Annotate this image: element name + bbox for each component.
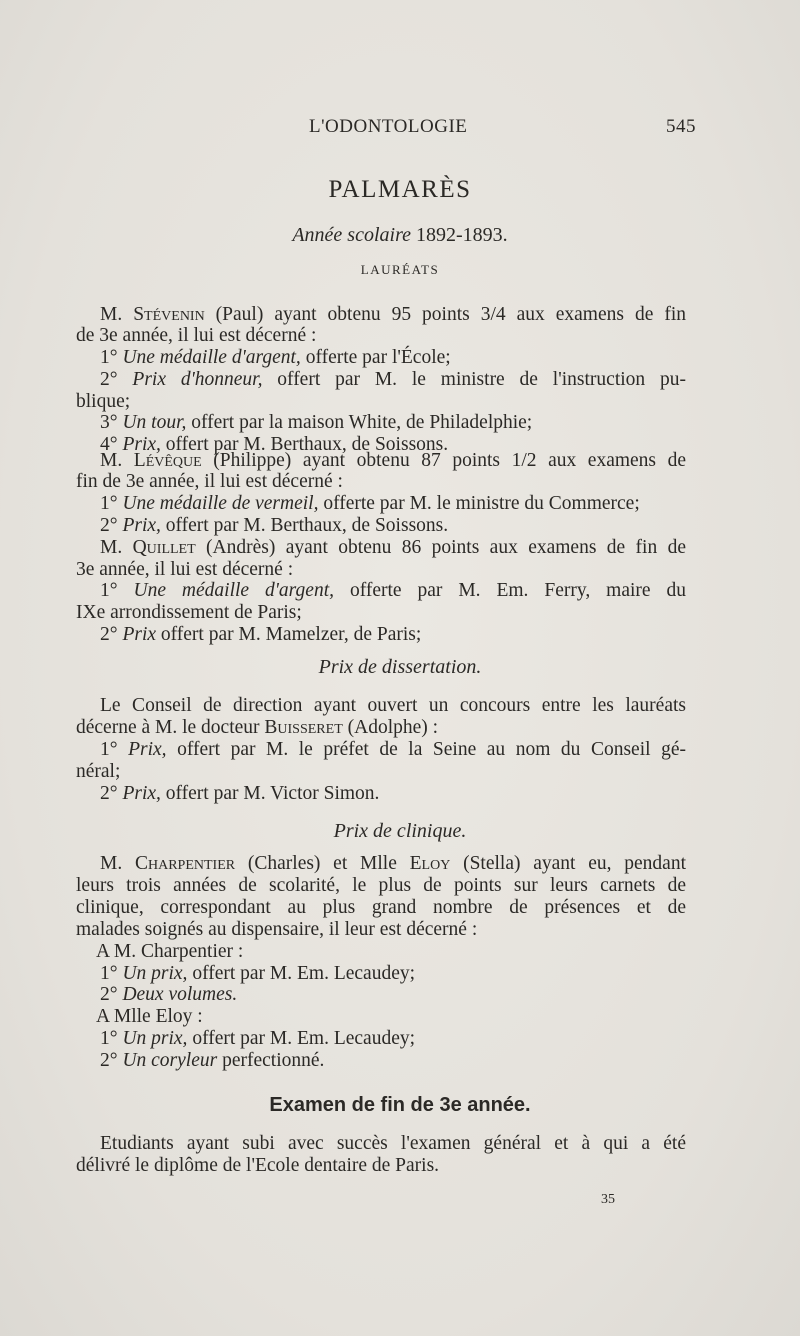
- text-line: clinique, correspondant au plus grand nombre de présences et de: [76, 897, 686, 918]
- text-line: IXe arrondissement de Paris;: [76, 602, 302, 623]
- text-line: néral;: [76, 761, 121, 782]
- section-heading-clinique: Prix de clinique.: [333, 820, 467, 842]
- text-line: M. Stévenin (Paul) ayant obtenu 95 points 3/4 aux examens de fin: [100, 304, 686, 325]
- signature-mark: 35: [601, 1192, 615, 1207]
- text-line: délivré le diplôme de l'Ecole dentaire de Paris.: [76, 1155, 440, 1176]
- text-line: 1° Une médaille d'argent, offerte par M. Em. Ferry, maire du: [100, 580, 686, 601]
- laureats-heading: LAURÉATS: [360, 262, 440, 277]
- text-line: 1° Un prix, offert par M. Em. Lecaudey;: [100, 963, 416, 984]
- text-line: M. Lévêque (Philippe) ayant obtenu 87 points 1/2 aux examens de: [100, 450, 687, 471]
- text-line: A M. Charpentier :: [96, 941, 244, 962]
- text-line: 1° Un prix, offert par M. Em. Lecaudey;: [100, 1028, 416, 1049]
- text-line: malades soignés au dispensaire, il leur est décerné :: [76, 919, 478, 940]
- text-line: M. Quillet (Andrès) ayant obtenu 86 points aux examens de fin de: [100, 537, 686, 558]
- text-line: 1° Prix, offert par M. le préfet de la Seine au nom du Conseil gé-: [100, 739, 686, 760]
- text-line: 2° Prix d'honneur, offert par M. le ministre de l'instruction pu-: [100, 369, 686, 390]
- text-line: 4° Prix, offert par M. Berthaux, de Soissons.: [100, 434, 449, 455]
- text-line: 3° Un tour, offert par la maison White, de Philadelphie;: [100, 412, 533, 433]
- page-number: 545: [666, 116, 696, 137]
- page-title: PALMARÈS: [328, 176, 472, 203]
- section-heading-examen: Examen de fin de 3e année.: [269, 1094, 531, 1116]
- text-line: fin de 3e année, il lui est décerné :: [76, 471, 343, 492]
- text-line: 1° Une médaille d'argent, offerte par l'École;: [100, 347, 451, 368]
- text-line: 1° Une médaille de vermeil, offerte par M. le ministre du Commerce;: [100, 493, 640, 514]
- text-line: A Mlle Eloy :: [96, 1006, 203, 1027]
- text-line: Le Conseil de direction ayant ouvert un concours entre les lauréats: [100, 695, 686, 716]
- journal-title: L'ODONTOLOGIE: [309, 116, 468, 137]
- text-line: 2° Prix, offert par M. Victor Simon.: [100, 783, 380, 804]
- text-line: 2° Prix offert par M. Mamelzer, de Paris;: [100, 624, 422, 645]
- text-line: blique;: [76, 391, 131, 412]
- text-line: M. Charpentier (Charles) et Mlle Eloy (Stella) ayant eu, pendant: [100, 853, 686, 874]
- text-line: Etudiants ayant subi avec succès l'examen général et à qui a été: [100, 1133, 686, 1154]
- text-line: 2° Prix, offert par M. Berthaux, de Soissons.: [100, 515, 449, 536]
- text-line: leurs trois années de scolarité, le plus de points sur leurs carnets de: [76, 875, 686, 896]
- text-line: de 3e année, il lui est décerné :: [76, 325, 317, 346]
- subtitle-italic: Année scolaire: [292, 224, 411, 246]
- text-line: 3e année, il lui est décerné :: [76, 559, 294, 580]
- text-line: décerne à M. le docteur Buisseret (Adolphe) :: [76, 717, 439, 738]
- section-heading-dissertation: Prix de dissertation.: [318, 656, 482, 678]
- text-line: 2° Un coryleur perfectionné.: [100, 1050, 325, 1071]
- text-line: 2° Deux volumes.: [100, 984, 238, 1005]
- subtitle-years: 1892-1893.: [411, 224, 508, 246]
- school-year-subtitle: [0, 224, 800, 247]
